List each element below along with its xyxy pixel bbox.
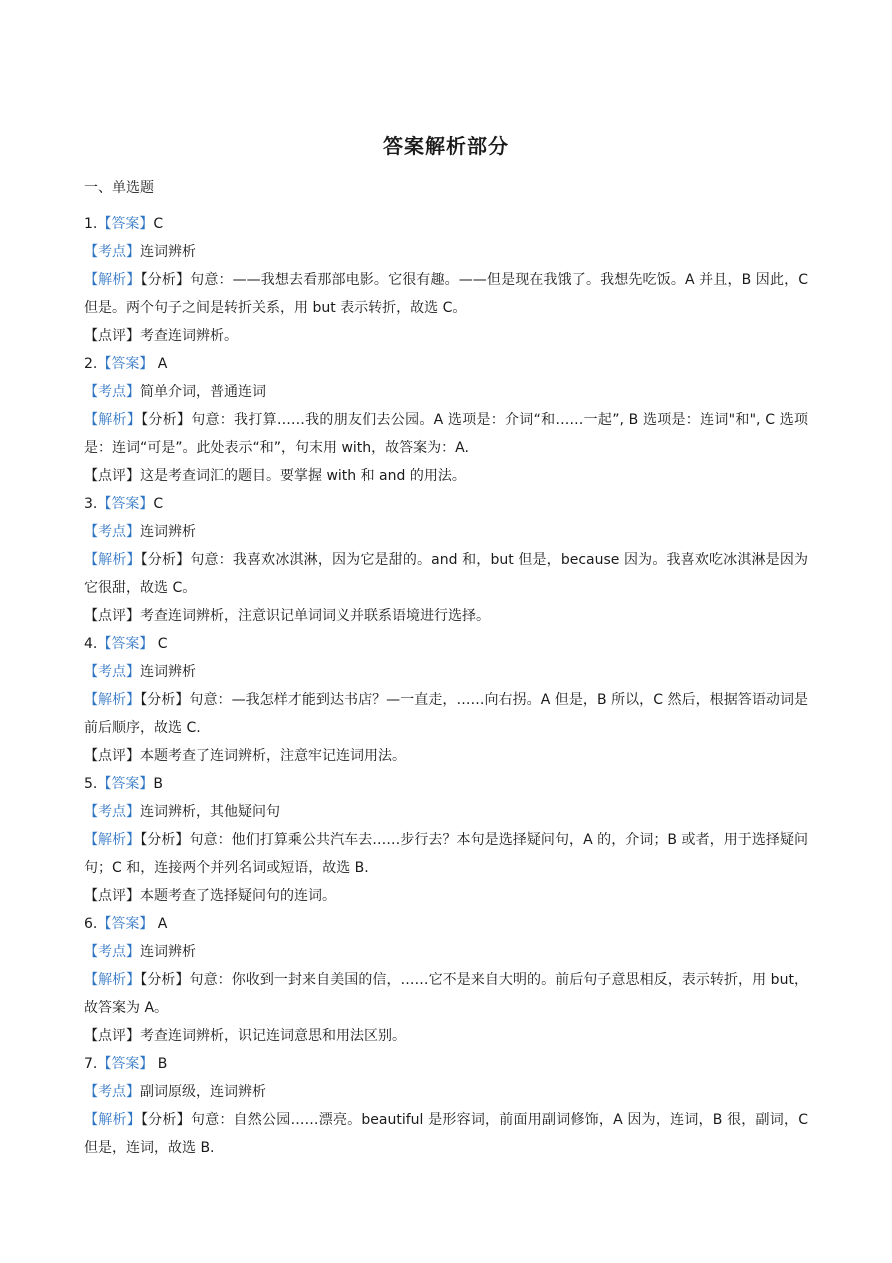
topic-line xyxy=(84,238,808,266)
answer-value: C xyxy=(153,216,164,232)
answer-label: 【答案】 xyxy=(97,776,154,792)
topic-label: 【考点】 xyxy=(84,524,140,540)
comment-text: 本题考查了连词辨析，注意牢记连词用法。 xyxy=(140,748,406,764)
question-number: 2. xyxy=(84,356,98,372)
comment-text: 本题考查了选择疑问句的连词。 xyxy=(140,888,336,904)
topic-label: 【考点】 xyxy=(84,1084,140,1100)
topic-label: 【考点】 xyxy=(84,664,140,680)
answer-line xyxy=(84,770,808,798)
comment-line xyxy=(84,882,808,910)
analysis-label: 【解析】 xyxy=(84,412,142,428)
topic-value: 连词辨析 xyxy=(140,664,196,680)
comment-line xyxy=(84,462,808,490)
analysis-line xyxy=(84,266,808,322)
question-number: 1. xyxy=(84,216,98,232)
analysis-text: 【分析】句意：我喜欢冰淇淋，因为它是甜的。and 和，but 但是，because 因为。我喜欢吃冰淇淋是因为它很甜，故选 C。 xyxy=(84,552,808,596)
answer-label: 【答案】 xyxy=(97,216,154,232)
topic-value: 副词原级，连词辨析 xyxy=(140,1084,266,1100)
comment-label: 【点评】 xyxy=(84,748,140,764)
comment-line xyxy=(84,1022,808,1050)
topic-value: 连词辨析 xyxy=(140,944,196,960)
question-item xyxy=(84,770,808,910)
analysis-line xyxy=(84,546,808,602)
comment-line xyxy=(84,602,808,630)
topic-line xyxy=(84,518,808,546)
question-item xyxy=(84,490,808,630)
answer-line xyxy=(84,490,808,518)
analysis-text: 【分析】句意：他们打算乘公共汽车去……步行去？本句是选择疑问句，A 的，介词；B 或者，用于选择疑问句；C 和，连接两个并列名词或短语，故选 B. xyxy=(84,832,808,876)
analysis-label: 【解析】 xyxy=(84,552,141,568)
analysis-text: 【分析】句意：自然公园……漂亮。beautiful 是形容词，前面用副词修饰，A 因为，连词，B 很，副词，C 但是，连词，故选 B. xyxy=(84,1112,809,1156)
answer-label: 【答案】 xyxy=(97,1056,154,1072)
answer-value: A xyxy=(153,916,168,932)
topic-line xyxy=(84,938,808,966)
topic-value: 连词辨析，其他疑问句 xyxy=(140,804,280,820)
topic-line xyxy=(84,378,808,406)
question-list xyxy=(84,210,808,1162)
analysis-line xyxy=(84,1106,808,1162)
analysis-line xyxy=(84,686,808,742)
analysis-label: 【解析】 xyxy=(84,972,141,988)
topic-label: 【考点】 xyxy=(84,804,140,820)
question-number: 4. xyxy=(84,636,98,652)
topic-label: 【考点】 xyxy=(84,944,140,960)
analysis-text: 【分析】句意：——我想去看那部电影。它很有趣。——但是现在我饿了。我想先吃饭。A 并且，B 因此，C 但是。两个句子之间是转折关系，用 but 表示转折，故选 C。 xyxy=(84,272,809,316)
question-item xyxy=(84,1050,808,1162)
answer-label: 【答案】 xyxy=(97,496,154,512)
analysis-text: 【分析】句意：我打算……我的朋友们去公园。A 选项是：介词“和……一起”, B 选项是：连词"和", C 选项是：连词“可是”。此处表示“和”，句末用 with，故答案为：A. xyxy=(84,412,808,456)
answer-label: 【答案】 xyxy=(97,916,154,932)
question-item xyxy=(84,630,808,770)
analysis-line xyxy=(84,826,808,882)
section-heading: 一、单选题 xyxy=(84,180,154,196)
answer-label: 【答案】 xyxy=(97,356,154,372)
topic-line xyxy=(84,798,808,826)
answer-label: 【答案】 xyxy=(97,636,154,652)
comment-text: 考查连词辨析，识记连词意思和用法区别。 xyxy=(140,1028,406,1044)
comment-label: 【点评】 xyxy=(84,328,140,344)
answer-value: A xyxy=(153,356,168,372)
answer-line xyxy=(84,210,808,238)
analysis-label: 【解析】 xyxy=(84,272,141,288)
question-number: 3. xyxy=(84,496,98,512)
comment-line xyxy=(84,322,808,350)
comment-text: 考查连词辨析。 xyxy=(140,328,238,344)
analysis-text: 【分析】句意：你收到一封来自美国的信，……它不是来自大明的。前后句子意思相反，表示转折，用 but，故答案为 A。 xyxy=(84,972,808,1016)
comment-text: 考查连词辨析，注意识记单词词义并联系语境进行选择。 xyxy=(140,608,490,624)
comment-label: 【点评】 xyxy=(84,468,140,484)
answer-line xyxy=(84,910,808,938)
topic-line xyxy=(84,658,808,686)
question-number: 7. xyxy=(84,1056,98,1072)
question-item xyxy=(84,210,808,350)
analysis-text: 【分析】句意：—我怎样才能到达书店？—一直走，……向右拐。A 但是，B 所以，C 然后，根据答语动词是前后顺序，故选 C. xyxy=(84,692,808,736)
answer-value: C xyxy=(153,636,168,652)
topic-value: 简单介词，普通连词 xyxy=(140,384,266,400)
topic-label: 【考点】 xyxy=(84,244,140,260)
topic-value: 连词辨析 xyxy=(140,244,196,260)
comment-label: 【点评】 xyxy=(84,608,140,624)
analysis-label: 【解析】 xyxy=(84,832,141,848)
analysis-label: 【解析】 xyxy=(84,692,141,708)
answer-line xyxy=(84,1050,808,1078)
topic-line xyxy=(84,1078,808,1106)
answer-value: B xyxy=(153,1056,168,1072)
comment-line xyxy=(84,742,808,770)
topic-label: 【考点】 xyxy=(84,384,140,400)
question-number: 6. xyxy=(84,916,98,932)
answer-value: C xyxy=(153,496,164,512)
comment-text: 这是考查词汇的题目。要掌握 with 和 and 的用法。 xyxy=(140,468,466,484)
answer-line xyxy=(84,350,808,378)
answer-value: B xyxy=(153,776,163,792)
analysis-line xyxy=(84,966,808,1022)
question-item xyxy=(84,910,808,1050)
question-number: 5. xyxy=(84,776,98,792)
analysis-line xyxy=(84,406,808,462)
topic-value: 连词辨析 xyxy=(140,524,196,540)
comment-label: 【点评】 xyxy=(84,888,140,904)
page-title: 答案解析部分 xyxy=(383,134,509,158)
comment-label: 【点评】 xyxy=(84,1028,140,1044)
answer-line xyxy=(84,630,808,658)
question-item xyxy=(84,350,808,490)
analysis-label: 【解析】 xyxy=(84,1112,141,1128)
